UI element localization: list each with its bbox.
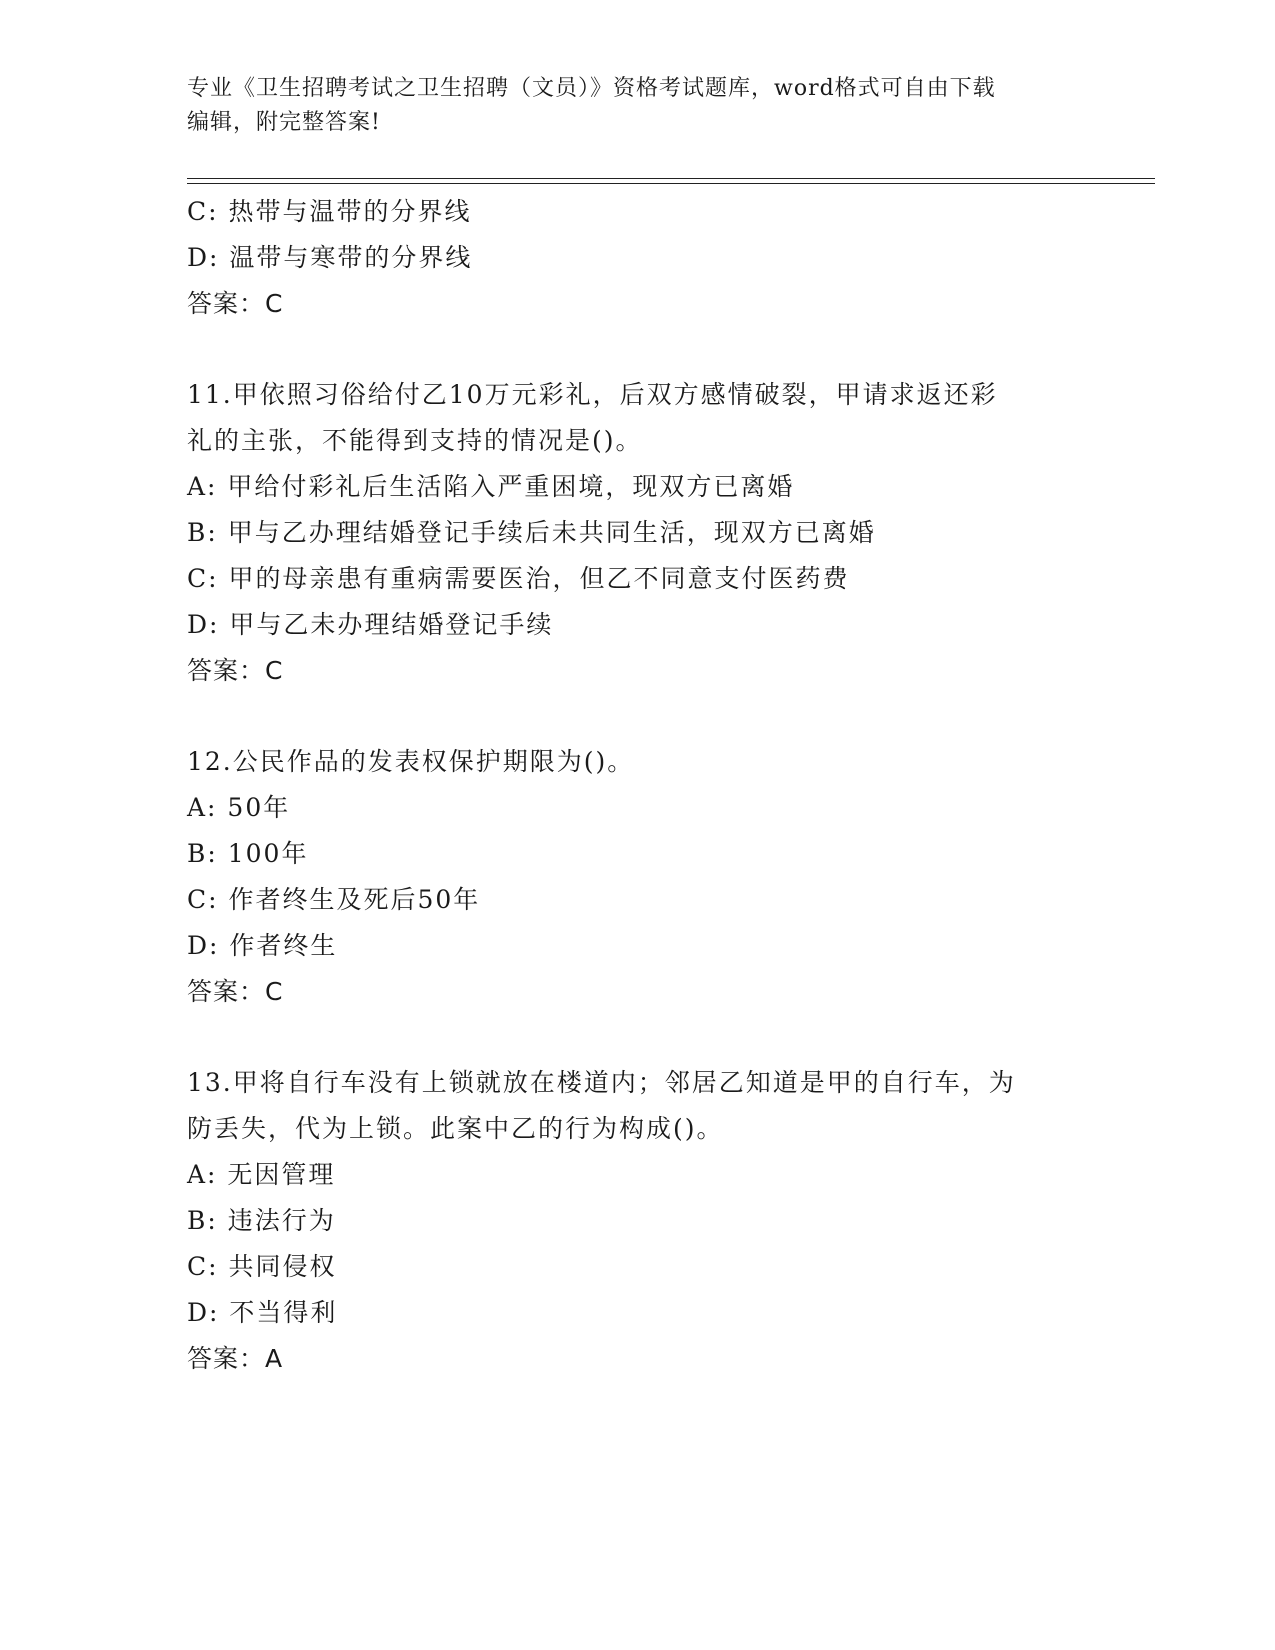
option-c: C: 共同侵权 [187, 1252, 337, 1281]
option-b: B: 甲与乙办理结婚登记手续后未共同生活，现双方已离婚 [187, 518, 876, 547]
option-c: C: 热带与温带的分界线 [187, 197, 472, 226]
header-divider-top [187, 178, 1155, 179]
question-12 [187, 739, 1067, 1015]
option-d: D: 不当得利 [187, 1298, 338, 1327]
answer-line: 答案：A [187, 1344, 284, 1373]
answer-line: 答案：C [187, 289, 284, 318]
option-c: C: 甲的母亲患有重病需要医治，但乙不同意支付医药费 [187, 564, 850, 593]
spacer [187, 694, 1067, 739]
option-b: B: 违法行为 [187, 1206, 336, 1235]
question-11 [187, 372, 1067, 694]
option-a: A: 50年 [187, 793, 291, 822]
question-stem-line-1: 13.甲将自行车没有上锁就放在楼道内；邻居乙知道是甲的自行车，为 [187, 1068, 1016, 1097]
header-divider-bottom [187, 183, 1155, 184]
header-line-2: 编辑，附完整答案! [187, 110, 381, 135]
answer-line: 答案：C [187, 977, 284, 1006]
question-stem-line-2: 礼的主张，不能得到支持的情况是()。 [187, 426, 643, 455]
option-d: D: 甲与乙未办理结婚登记手续 [187, 610, 554, 639]
question-stem-line-2: 防丢失，代为上锁。此案中乙的行为构成()。 [187, 1114, 724, 1143]
option-a: A: 无因管理 [187, 1160, 336, 1189]
spacer [187, 1015, 1067, 1060]
option-c: C: 作者终生及死后50年 [187, 885, 481, 914]
question-13 [187, 1060, 1067, 1382]
option-d: D: 作者终生 [187, 931, 338, 960]
header-line-1: 专业《卫生招聘考试之卫生招聘（文员）》资格考试题库，word格式可自由下载 [187, 76, 996, 101]
previous-question-tail [187, 189, 1067, 327]
question-stem-line-1: 11.甲依照习俗给付乙10万元彩礼，后双方感情破裂，甲请求返还彩 [187, 380, 998, 409]
answer-line: 答案：C [187, 656, 284, 685]
option-d: D: 温带与寒带的分界线 [187, 243, 473, 272]
spacer [187, 327, 1067, 372]
option-b: B: 100年 [187, 839, 309, 868]
option-a: A: 甲给付彩礼后生活陷入严重困境，现双方已离婚 [187, 472, 795, 501]
question-stem-line-1: 12.公民作品的发表权保护期限为()。 [187, 747, 635, 776]
document-header [187, 72, 1087, 140]
question-list [187, 189, 1067, 1382]
